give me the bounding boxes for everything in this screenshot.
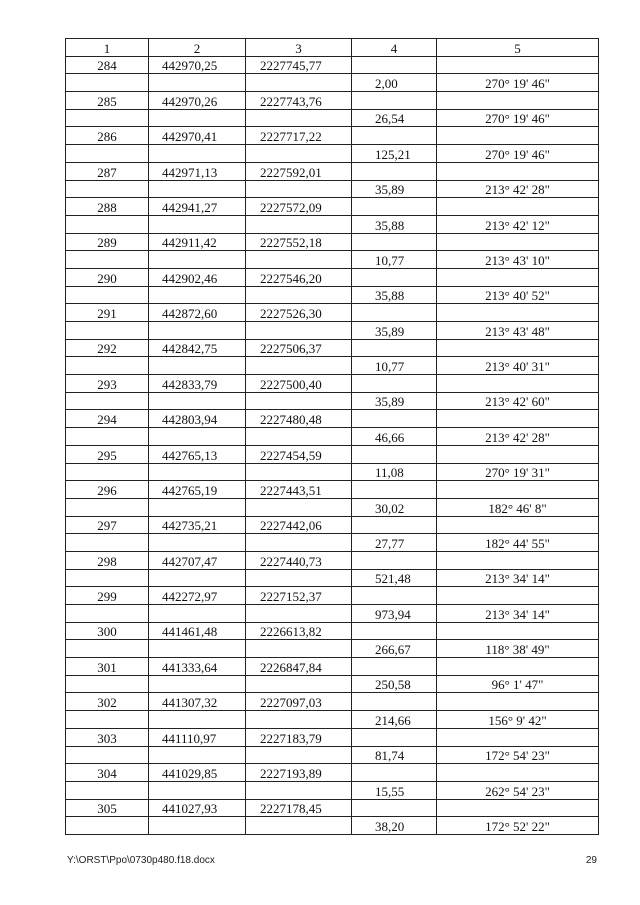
cell-point-number: 291 <box>66 304 149 322</box>
cell-point-number <box>66 322 149 340</box>
cell-x-coordinate <box>149 215 246 233</box>
cell-direction-angle <box>437 127 599 145</box>
cell-x-coordinate <box>149 675 246 693</box>
cell-x-coordinate <box>149 534 246 552</box>
cell-x-coordinate <box>149 605 246 623</box>
table-row <box>66 746 599 764</box>
table-row <box>66 675 599 693</box>
cell-x-coordinate: 442765,13 <box>149 445 246 463</box>
cell-y-coordinate <box>246 145 352 163</box>
cell-direction-angle <box>437 375 599 393</box>
cell-direction-angle <box>437 587 599 605</box>
cell-distance <box>352 658 437 676</box>
cell-x-coordinate <box>149 109 246 127</box>
cell-y-coordinate: 2227178,45 <box>246 799 352 817</box>
cell-x-coordinate: 442707,47 <box>149 551 246 569</box>
cell-direction-angle <box>437 92 599 110</box>
cell-y-coordinate: 2227097,03 <box>246 693 352 711</box>
cell-x-coordinate <box>149 817 246 835</box>
cell-y-coordinate: 2226613,82 <box>246 622 352 640</box>
header-cell-distance: 4 <box>352 39 437 57</box>
cell-x-coordinate <box>149 357 246 375</box>
cell-distance: 250,58 <box>352 675 437 693</box>
cell-point-number <box>66 392 149 410</box>
table-row <box>66 658 599 676</box>
cell-y-coordinate <box>246 711 352 729</box>
cell-y-coordinate: 2227743,76 <box>246 92 352 110</box>
cell-point-number: 304 <box>66 764 149 782</box>
cell-direction-angle <box>437 764 599 782</box>
cell-direction-angle <box>437 304 599 322</box>
table-row <box>66 304 599 322</box>
cell-x-coordinate: 442872,60 <box>149 304 246 322</box>
cell-point-number <box>66 817 149 835</box>
cell-y-coordinate: 2227526,30 <box>246 304 352 322</box>
cell-x-coordinate: 442902,46 <box>149 268 246 286</box>
cell-y-coordinate: 2227592,01 <box>246 162 352 180</box>
page-number: 29 <box>585 855 597 866</box>
cell-distance: 10,77 <box>352 357 437 375</box>
cell-distance <box>352 764 437 782</box>
cell-direction-angle: 213° 40' 31" <box>437 357 599 375</box>
cell-point-number: 296 <box>66 481 149 499</box>
table-row <box>66 392 599 410</box>
table-row <box>66 109 599 127</box>
cell-direction-angle: 270° 19' 46" <box>437 145 599 163</box>
cell-x-coordinate: 442970,25 <box>149 56 246 74</box>
table-row <box>66 569 599 587</box>
header-cell-y-coordinate: 3 <box>246 39 352 57</box>
table-row <box>66 728 599 746</box>
cell-y-coordinate: 2227152,37 <box>246 587 352 605</box>
cell-y-coordinate: 2226847,84 <box>246 658 352 676</box>
cell-direction-angle: 182° 44' 55" <box>437 534 599 552</box>
cell-distance <box>352 92 437 110</box>
cell-point-number <box>66 109 149 127</box>
cell-point-number: 292 <box>66 339 149 357</box>
table-row <box>66 180 599 198</box>
cell-x-coordinate: 442911,42 <box>149 233 246 251</box>
cell-direction-angle <box>437 162 599 180</box>
cell-y-coordinate: 2227546,20 <box>246 268 352 286</box>
table-row <box>66 605 599 623</box>
cell-direction-angle: 213° 42' 28" <box>437 180 599 198</box>
cell-distance <box>352 127 437 145</box>
cell-direction-angle: 213° 42' 12" <box>437 215 599 233</box>
table-row <box>66 339 599 357</box>
cell-y-coordinate <box>246 357 352 375</box>
cell-point-number: 301 <box>66 658 149 676</box>
cell-point-number: 288 <box>66 198 149 216</box>
table-row <box>66 198 599 216</box>
cell-x-coordinate <box>149 498 246 516</box>
table-row <box>66 640 599 658</box>
cell-distance: 35,89 <box>352 180 437 198</box>
table-row <box>66 145 599 163</box>
header-cell-point-number: 1 <box>66 39 149 57</box>
table-row <box>66 375 599 393</box>
cell-y-coordinate: 2227717,22 <box>246 127 352 145</box>
table-row <box>66 215 599 233</box>
cell-distance <box>352 481 437 499</box>
cell-direction-angle: 172° 54' 23" <box>437 746 599 764</box>
cell-distance: 973,94 <box>352 605 437 623</box>
cell-direction-angle <box>437 516 599 534</box>
cell-y-coordinate <box>246 322 352 340</box>
cell-y-coordinate <box>246 781 352 799</box>
cell-distance: 125,21 <box>352 145 437 163</box>
cell-y-coordinate <box>246 251 352 269</box>
cell-distance: 46,66 <box>352 428 437 446</box>
cell-x-coordinate <box>149 711 246 729</box>
table-row <box>66 322 599 340</box>
cell-x-coordinate: 442803,94 <box>149 410 246 428</box>
cell-direction-angle <box>437 445 599 463</box>
cell-distance <box>352 551 437 569</box>
table-row <box>66 711 599 729</box>
cell-x-coordinate: 442735,21 <box>149 516 246 534</box>
cell-y-coordinate: 2227443,51 <box>246 481 352 499</box>
cell-point-number: 297 <box>66 516 149 534</box>
cell-point-number: 284 <box>66 56 149 74</box>
cell-y-coordinate: 2227745,77 <box>246 56 352 74</box>
cell-y-coordinate <box>246 180 352 198</box>
header-cell-direction-angle: 5 <box>437 39 599 57</box>
cell-direction-angle: 213° 43' 48" <box>437 322 599 340</box>
cell-distance <box>352 693 437 711</box>
cell-x-coordinate <box>149 428 246 446</box>
cell-direction-angle: 270° 19' 46" <box>437 109 599 127</box>
cell-y-coordinate: 2227442,06 <box>246 516 352 534</box>
cell-distance: 10,77 <box>352 251 437 269</box>
cell-y-coordinate <box>246 74 352 92</box>
cell-direction-angle <box>437 233 599 251</box>
cell-point-number: 298 <box>66 551 149 569</box>
cell-y-coordinate <box>246 534 352 552</box>
cell-point-number <box>66 74 149 92</box>
cell-point-number <box>66 215 149 233</box>
cell-x-coordinate: 441461,48 <box>149 622 246 640</box>
footer-file-path: Y:\ORST\Ppo\0730p480.f18.docx <box>67 855 215 866</box>
table-row <box>66 622 599 640</box>
cell-x-coordinate: 442842,75 <box>149 339 246 357</box>
cell-x-coordinate: 442765,19 <box>149 481 246 499</box>
table-row <box>66 764 599 782</box>
table-row <box>66 162 599 180</box>
cell-direction-angle <box>437 268 599 286</box>
cell-y-coordinate <box>246 286 352 304</box>
cell-direction-angle <box>437 481 599 499</box>
cell-distance <box>352 56 437 74</box>
cell-point-number <box>66 498 149 516</box>
cell-point-number: 287 <box>66 162 149 180</box>
cell-point-number <box>66 463 149 481</box>
cell-distance: 214,66 <box>352 711 437 729</box>
cell-distance: 35,89 <box>352 392 437 410</box>
table-row <box>66 693 599 711</box>
cell-direction-angle <box>437 693 599 711</box>
cell-distance <box>352 799 437 817</box>
cell-direction-angle: 270° 19' 46" <box>437 74 599 92</box>
cell-point-number: 299 <box>66 587 149 605</box>
cell-y-coordinate: 2227572,09 <box>246 198 352 216</box>
cell-distance: 26,54 <box>352 109 437 127</box>
cell-y-coordinate: 2227193,89 <box>246 764 352 782</box>
cell-y-coordinate: 2227552,18 <box>246 233 352 251</box>
cell-distance <box>352 162 437 180</box>
table-row <box>66 92 599 110</box>
cell-point-number: 295 <box>66 445 149 463</box>
cell-distance: 11,08 <box>352 463 437 481</box>
table-row <box>66 498 599 516</box>
cell-direction-angle <box>437 728 599 746</box>
cell-direction-angle: 213° 34' 14" <box>437 569 599 587</box>
table-row <box>66 56 599 74</box>
cell-point-number <box>66 675 149 693</box>
cell-direction-angle <box>437 622 599 640</box>
cell-direction-angle: 213° 42' 60" <box>437 392 599 410</box>
table-row <box>66 534 599 552</box>
cell-direction-angle: 262° 54' 23" <box>437 781 599 799</box>
cell-y-coordinate <box>246 605 352 623</box>
cell-direction-angle: 213° 42' 28" <box>437 428 599 446</box>
cell-x-coordinate <box>149 746 246 764</box>
table-row <box>66 428 599 446</box>
cell-distance <box>352 587 437 605</box>
cell-distance <box>352 728 437 746</box>
cell-point-number: 289 <box>66 233 149 251</box>
table-row <box>66 781 599 799</box>
cell-point-number <box>66 746 149 764</box>
cell-point-number: 300 <box>66 622 149 640</box>
cell-y-coordinate <box>246 640 352 658</box>
cell-direction-angle: 118° 38' 49" <box>437 640 599 658</box>
cell-point-number: 302 <box>66 693 149 711</box>
cell-distance <box>352 339 437 357</box>
table-row <box>66 74 599 92</box>
cell-x-coordinate: 442971,13 <box>149 162 246 180</box>
cell-direction-angle <box>437 198 599 216</box>
table-row <box>66 251 599 269</box>
cell-distance: 27,77 <box>352 534 437 552</box>
cell-direction-angle: 182° 46' 8" <box>437 498 599 516</box>
cell-x-coordinate: 441029,85 <box>149 764 246 782</box>
cell-point-number: 290 <box>66 268 149 286</box>
cell-distance: 38,20 <box>352 817 437 835</box>
cell-point-number <box>66 180 149 198</box>
table-row <box>66 463 599 481</box>
cell-direction-angle: 270° 19' 31" <box>437 463 599 481</box>
cell-point-number: 305 <box>66 799 149 817</box>
cell-point-number: 303 <box>66 728 149 746</box>
cell-x-coordinate <box>149 286 246 304</box>
cell-point-number <box>66 357 149 375</box>
cell-x-coordinate <box>149 322 246 340</box>
table-row <box>66 445 599 463</box>
cell-y-coordinate <box>246 569 352 587</box>
cell-y-coordinate: 2227500,40 <box>246 375 352 393</box>
cell-direction-angle: 172° 52' 22" <box>437 817 599 835</box>
cell-direction-angle <box>437 551 599 569</box>
cell-point-number <box>66 145 149 163</box>
table-row <box>66 233 599 251</box>
cell-y-coordinate <box>246 428 352 446</box>
cell-x-coordinate: 442833,79 <box>149 375 246 393</box>
cell-y-coordinate: 2227506,37 <box>246 339 352 357</box>
cell-point-number <box>66 251 149 269</box>
cell-x-coordinate <box>149 392 246 410</box>
cell-y-coordinate <box>246 215 352 233</box>
cell-distance: 30,02 <box>352 498 437 516</box>
cell-y-coordinate <box>246 109 352 127</box>
cell-point-number <box>66 605 149 623</box>
cell-y-coordinate <box>246 392 352 410</box>
cell-direction-angle <box>437 339 599 357</box>
cell-x-coordinate <box>149 180 246 198</box>
cell-point-number: 294 <box>66 410 149 428</box>
cell-distance <box>352 622 437 640</box>
cell-x-coordinate: 442272,97 <box>149 587 246 605</box>
cell-y-coordinate <box>246 675 352 693</box>
cell-y-coordinate: 2227183,79 <box>246 728 352 746</box>
cell-x-coordinate: 442941,27 <box>149 198 246 216</box>
cell-distance <box>352 445 437 463</box>
table-row <box>66 516 599 534</box>
cell-distance: 81,74 <box>352 746 437 764</box>
cell-point-number <box>66 569 149 587</box>
table-row <box>66 551 599 569</box>
cell-x-coordinate: 441110,97 <box>149 728 246 746</box>
cell-direction-angle: 213° 34' 14" <box>437 605 599 623</box>
cell-y-coordinate: 2227454,59 <box>246 445 352 463</box>
cell-y-coordinate <box>246 463 352 481</box>
cell-x-coordinate: 442970,26 <box>149 92 246 110</box>
table-row <box>66 357 599 375</box>
cell-distance <box>352 516 437 534</box>
cell-point-number <box>66 781 149 799</box>
cell-distance <box>352 375 437 393</box>
cell-point-number <box>66 428 149 446</box>
cell-x-coordinate <box>149 640 246 658</box>
table-row <box>66 799 599 817</box>
cell-direction-angle <box>437 799 599 817</box>
cell-direction-angle: 213° 40' 52" <box>437 286 599 304</box>
header-cell-x-coordinate: 2 <box>149 39 246 57</box>
cell-x-coordinate <box>149 781 246 799</box>
cell-x-coordinate <box>149 74 246 92</box>
cell-x-coordinate <box>149 569 246 587</box>
table-row <box>66 268 599 286</box>
coordinates-table <box>65 38 599 835</box>
table-body <box>66 39 599 835</box>
cell-distance: 266,67 <box>352 640 437 658</box>
cell-distance <box>352 198 437 216</box>
cell-y-coordinate <box>246 817 352 835</box>
cell-point-number <box>66 711 149 729</box>
cell-direction-angle <box>437 410 599 428</box>
cell-distance <box>352 304 437 322</box>
cell-y-coordinate: 2227480,48 <box>246 410 352 428</box>
cell-distance: 35,88 <box>352 286 437 304</box>
cell-point-number: 286 <box>66 127 149 145</box>
cell-y-coordinate: 2227440,73 <box>246 551 352 569</box>
cell-y-coordinate <box>246 498 352 516</box>
cell-x-coordinate: 441333,64 <box>149 658 246 676</box>
cell-x-coordinate <box>149 145 246 163</box>
cell-direction-angle: 156° 9' 42" <box>437 711 599 729</box>
cell-direction-angle: 96° 1' 47" <box>437 675 599 693</box>
table-row <box>66 286 599 304</box>
cell-distance: 35,89 <box>352 322 437 340</box>
table-row <box>66 127 599 145</box>
cell-x-coordinate <box>149 463 246 481</box>
cell-point-number: 285 <box>66 92 149 110</box>
cell-distance <box>352 410 437 428</box>
cell-point-number: 293 <box>66 375 149 393</box>
cell-direction-angle: 213° 43' 10" <box>437 251 599 269</box>
cell-point-number <box>66 534 149 552</box>
cell-distance: 35,88 <box>352 215 437 233</box>
cell-x-coordinate: 442970,41 <box>149 127 246 145</box>
cell-point-number <box>66 640 149 658</box>
table-row <box>66 587 599 605</box>
table-header-row <box>66 39 599 57</box>
cell-point-number <box>66 286 149 304</box>
cell-distance: 2,00 <box>352 74 437 92</box>
cell-distance <box>352 233 437 251</box>
table-row <box>66 410 599 428</box>
cell-direction-angle <box>437 658 599 676</box>
cell-distance: 15,55 <box>352 781 437 799</box>
cell-direction-angle <box>437 56 599 74</box>
cell-y-coordinate <box>246 746 352 764</box>
table-row <box>66 817 599 835</box>
cell-x-coordinate: 441027,93 <box>149 799 246 817</box>
table-row <box>66 481 599 499</box>
cell-distance: 521,48 <box>352 569 437 587</box>
cell-x-coordinate <box>149 251 246 269</box>
cell-x-coordinate: 441307,32 <box>149 693 246 711</box>
cell-distance <box>352 268 437 286</box>
